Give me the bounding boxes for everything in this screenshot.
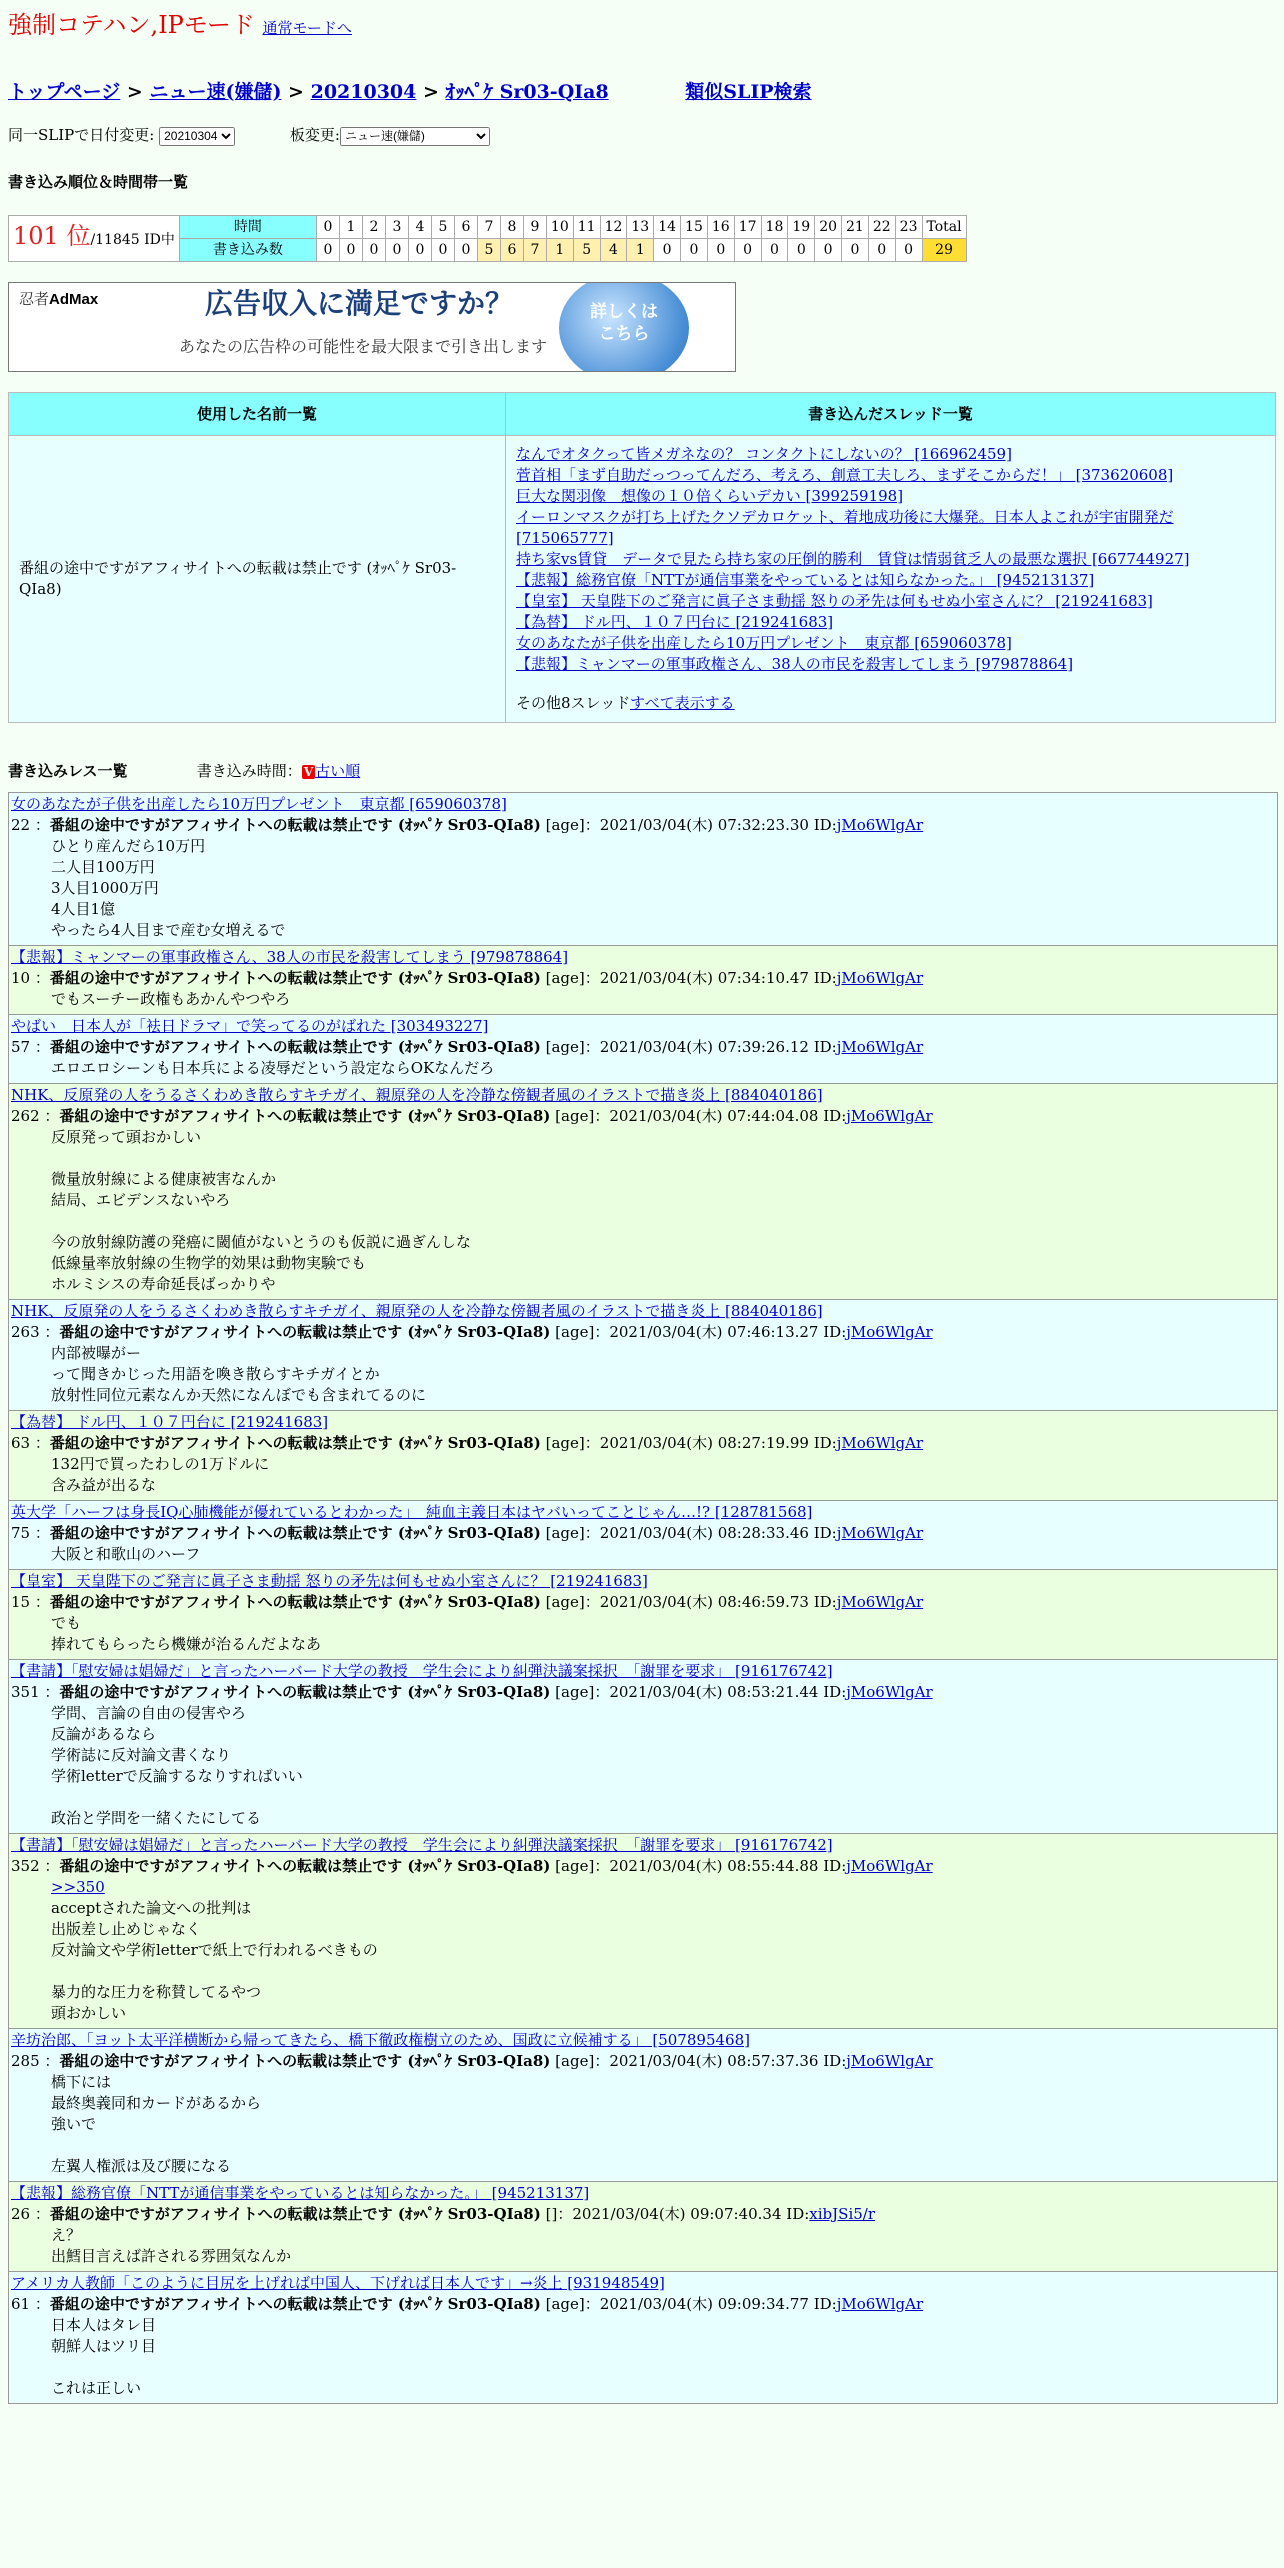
more-threads-prefix: その他8スレッド (516, 694, 630, 712)
post-line (51, 2357, 1275, 2378)
post-id-link[interactable]: jMo6WlgAr (846, 1323, 933, 1341)
thread-link[interactable]: 【悲報】ミャンマーの軍事政権さん、38人の市民を殺害してしまう [979878864] (516, 655, 1074, 673)
post-header: 61 ：番組の途中ですがアフィサイトへの転載は禁止です (ｵｯﾍﾟｹ Sr03-QIa8) [age]：2021/03/04(木) 09:09:34.77 ID:jMo6WlgAr (11, 2295, 924, 2313)
hour-cell: 14 (654, 216, 681, 239)
count-cell: 0 (362, 239, 385, 262)
thread-link[interactable]: 【為替】 ドル円、１０７円台に [219241683] (516, 613, 834, 631)
post-line: って聞きかじった用語を喚き散らすキチガイとか (51, 1365, 380, 1383)
post-author: 番組の途中ですがアフィサイトへの転載は禁止です (ｵｯﾍﾟｹ Sr03-QIa8) (49, 969, 541, 987)
post-author: 番組の途中ですがアフィサイトへの転載は禁止です (ｵｯﾍﾟｹ Sr03-QIa8) (59, 1683, 551, 1701)
post-author: 番組の途中ですがアフィサイトへの転載は禁止です (ｵｯﾍﾟｹ Sr03-QIa8) (49, 1593, 541, 1611)
post-line: 含み益が出るな (51, 1476, 157, 1494)
count-label: 書き込み数 (179, 239, 316, 262)
post-thread-link[interactable]: NHK、反原発の人をうるさくわめき散らすキチガイ、親原発の人を冷静な傍観者風のイラストで描き炎上 [884040186] (11, 1086, 823, 1104)
names-col-header: 使用した名前一覧 (9, 393, 506, 436)
post-line: 4人目1億 (51, 900, 116, 918)
post-number: 263 (11, 1323, 40, 1341)
post-author: 番組の途中ですがアフィサイトへの転載は禁止です (ｵｯﾍﾟｹ Sr03-QIa8) (49, 816, 541, 834)
count-cell: 1 (627, 239, 654, 262)
post-body (51, 1544, 1275, 1565)
count-cell: 0 (431, 239, 454, 262)
post-mail: [age] (545, 1038, 585, 1056)
post-header: 263 ：番組の途中ですがアフィサイトへの転載は禁止です (ｵｯﾍﾟｹ Sr03-QIa8) [age]：2021/03/04(木) 07:46:13.27 ID:jMo6WlgAr (11, 1323, 933, 1341)
thread-link[interactable]: イーロンマスクが打ち上げたクソデカロケット、着地成功後に大爆発。日本人よこれが宇宙開発だ [715065777] (516, 508, 1174, 547)
post-mail: [age] (555, 2052, 595, 2070)
post-item (8, 2271, 1278, 2404)
count-cell: 0 (707, 239, 734, 262)
post-author: 番組の途中ですがアフィサイトへの転載は禁止です (ｵｯﾍﾟｹ Sr03-QIa8) (59, 2052, 551, 2070)
date-select[interactable] (159, 127, 235, 146)
post-thread-link[interactable]: アメリカ人教師「このように目尻を上げれば中国人、下げれば日本人です」→炎上 [931948549] (11, 2274, 665, 2292)
post-id-link[interactable]: jMo6WlgAr (846, 1683, 933, 1701)
count-cell: 0 (868, 239, 895, 262)
post-line: 反論があるなら (51, 1725, 157, 1743)
count-cell: 0 (454, 239, 477, 262)
post-date: 2021/03/04(木) 07:39:26.12 (599, 1038, 809, 1056)
post-line: でもスーチー政権もあかんやつやろ (51, 990, 291, 1008)
count-cell: 0 (761, 239, 788, 262)
count-cell: 0 (339, 239, 362, 262)
post-number: 15 (11, 1593, 31, 1611)
post-line: ひとり産んだら10万円 (51, 837, 206, 855)
post-anchor-line (51, 1877, 1275, 1898)
select-bar (8, 125, 1276, 146)
ad-logo (19, 289, 98, 310)
hour-cell: 17 (734, 216, 761, 239)
post-number: 22 (11, 816, 31, 834)
post-mail: [age] (545, 969, 585, 987)
ad-banner[interactable] (8, 282, 736, 372)
hour-cell: 8 (500, 216, 523, 239)
post-line: 内部被曝がー (51, 1344, 142, 1362)
post-thread-link[interactable]: 【為替】 ドル円、１０７円台に [219241683] (11, 1413, 329, 1431)
similar-slip-search-link[interactable]: 類似SLIP検索 (685, 81, 812, 103)
more-threads (516, 693, 1265, 714)
post-author: 番組の途中ですがアフィサイトへの転載は禁止です (ｵｯﾍﾟｹ Sr03-QIa8) (49, 1524, 541, 1542)
post-number: 10 (11, 969, 31, 987)
post-mail: [age] (545, 1434, 585, 1452)
post-line: でも (51, 1614, 82, 1632)
post-item (8, 1083, 1278, 1300)
post-line: 微量放射線による健康被害なんか (51, 1170, 277, 1188)
rank-table (8, 215, 967, 262)
breadcrumb-board[interactable]: ニュー速(嫌儲) (149, 81, 282, 103)
hour-cell: 20 (815, 216, 842, 239)
post-mail: [age] (545, 1593, 585, 1611)
post-body (51, 1127, 1275, 1295)
thread-link[interactable]: 【悲報】総務官僚「NTTが通信事業をやっているとは知らなかった。」 [945213137] (516, 571, 1095, 589)
hour-cell: 18 (761, 216, 788, 239)
post-line: 政治と学問を一緒くたにしてる (51, 1809, 262, 1827)
rank-position (9, 216, 180, 262)
post-number: 285 (11, 2052, 40, 2070)
hour-cell: 4 (408, 216, 431, 239)
post-line: 低線量率放射線の生物学的効果は動物実験でも (51, 1254, 367, 1272)
breadcrumb-date[interactable]: 20210304 (310, 81, 417, 103)
post-item (8, 1500, 1278, 1570)
post-thread-link[interactable]: 【悲報】ミャンマーの軍事政権さん、38人の市民を殺害してしまう [979878864] (11, 948, 569, 966)
used-name: 番組の途中ですがアフィサイトへの転載は禁止です (ｵｯﾍﾟｹ Sr03-QIa8) (9, 436, 506, 723)
ad-logo-a: 忍者 (19, 291, 50, 308)
post-thread-link[interactable]: 【書請】「慰安婦は娼婦だ」と言ったハーバード大学の教授 学生会により糾弾決議案採択 「謝罪を要求」 [916176742] (11, 1662, 833, 1680)
post-author: 番組の途中ですがアフィサイトへの転載は禁止です (ｵｯﾍﾟｹ Sr03-QIa8) (49, 1434, 541, 1452)
count-cell: 0 (895, 239, 922, 262)
total-count-cell: 29 (922, 239, 966, 262)
post-thread-link[interactable]: 英大学「ハーフは身長IQ心肺機能が優れているとわかった」 純血主義日本はヤバいってことじゃん…!? [128781568] (11, 1503, 813, 1521)
post-line: これは正しい (51, 2379, 142, 2397)
post-id-link[interactable]: jMo6WlgAr (846, 2052, 933, 2070)
hour-cell: 23 (895, 216, 922, 239)
hour-cell: 11 (573, 216, 600, 239)
post-thread-link[interactable]: NHK、反原発の人をうるさくわめき散らすキチガイ、親原発の人を冷静な傍観者風のイラストで描き炎上 [884040186] (11, 1302, 823, 1320)
post-body (51, 1058, 1275, 1079)
count-cell: 0 (316, 239, 339, 262)
ad-details-button[interactable] (559, 282, 689, 372)
hour-cell: 2 (362, 216, 385, 239)
post-body (51, 2315, 1275, 2399)
post-line: エロエロシーンも日本兵による凌辱だという設定ならOKなんだろ (51, 1059, 495, 1077)
breadcrumb-top[interactable]: トップページ (8, 81, 121, 103)
post-body (51, 1877, 1275, 2024)
hour-cell: 1 (339, 216, 362, 239)
thread-link[interactable]: 持ち家vs賃貸 データで見たら持ち家の圧倒的勝利 賃貸は情弱貧乏人の最悪な選択 [667744927] (516, 550, 1190, 568)
thread-link[interactable]: なんでオタクって皆メガネなの？ コンタクトにしないの？ [166962459] (516, 445, 1012, 463)
post-number: 61 (11, 2295, 31, 2313)
post-line: やったら4人目まで産む女増えるで (51, 921, 286, 939)
post-line: 最終奥義同和カードがあるから (51, 2094, 262, 2112)
hour-cell: 16 (707, 216, 734, 239)
post-line: acceptされた論文への批判は (51, 1899, 252, 1917)
post-thread-link[interactable]: 女のあなたが子供を出産したら10万円プレゼント 東京都 [659060378] (11, 795, 507, 813)
post-body (51, 1343, 1275, 1406)
post-date: 2021/03/04(木) 07:44:04.08 (609, 1107, 819, 1125)
post-date: 2021/03/04(木) 07:32:23.30 (599, 816, 809, 834)
post-header: 285 ：番組の途中ですがアフィサイトへの転載は禁止です (ｵｯﾍﾟｹ Sr03-QIa8) [age]：2021/03/04(木) 08:57:37.36 ID:jMo6WlgAr (11, 2052, 933, 2070)
post-list (8, 792, 1278, 2404)
post-body (51, 2072, 1275, 2177)
ad-subline: あなたの広告枠の可能性を最大限まで引き出します (179, 339, 548, 356)
post-line: 橋下には (51, 2073, 112, 2091)
thread-list (506, 436, 1276, 723)
post-mail: [age] (555, 1323, 595, 1341)
post-id-link[interactable]: jMo6WlgAr (836, 1434, 924, 1452)
post-id-link[interactable]: jMo6WlgAr (836, 816, 924, 834)
order-label: 書き込み時間： (196, 762, 302, 780)
rank-heading: 書き込み順位＆時間帯一覧 (8, 173, 189, 191)
ad-logo-b: AdMax (49, 291, 99, 308)
posts-heading (8, 761, 1276, 782)
post-date: 2021/03/04(木) 08:53:21.44 (609, 1683, 819, 1701)
breadcrumb-sep: > (120, 81, 150, 103)
post-id-link[interactable]: jMo6WlgAr (836, 1524, 924, 1542)
count-cell: 0 (385, 239, 408, 262)
post-line: 強いで (51, 2115, 97, 2133)
count-cell: 0 (681, 239, 708, 262)
post-thread-link[interactable]: 辛坊治郎、「ヨット太平洋横断から帰ってきたら、橋下徹政権樹立のため、国政に立候補する」 [507895468] (11, 2031, 750, 2049)
count-cell: 0 (408, 239, 431, 262)
post-line: え？ (51, 2226, 82, 2244)
breadcrumb-sep: > (281, 81, 311, 103)
post-line: 左翼人権派は及び腰になる (51, 2157, 232, 2175)
post-line (51, 1787, 1275, 1808)
post-thread-link[interactable]: 【書請】「慰安婦は娼婦だ」と言ったハーバード大学の教授 学生会により糾弾決議案採択 「謝罪を要求」 [916176742] (11, 1836, 833, 1854)
post-number: 75 (11, 1524, 31, 1542)
thread-link[interactable]: 女のあなたが子供を出産したら10万円プレゼント 東京都 [659060378] (516, 634, 1012, 652)
post-author: 番組の途中ですがアフィサイトへの転載は禁止です (ｵｯﾍﾟｹ Sr03-QIa8) (59, 1323, 551, 1341)
post-item (8, 1014, 1278, 1084)
post-mail: [age] (555, 1107, 595, 1125)
post-anchor-link[interactable]: >>350 (51, 1878, 105, 1896)
post-body (51, 1454, 1275, 1496)
normal-mode-link[interactable]: 通常モードへ (262, 19, 352, 37)
rank-position-value: 101 位 (13, 222, 91, 250)
post-number: 63 (11, 1434, 31, 1452)
hour-cell: 9 (523, 216, 546, 239)
post-header: 351 ：番組の途中ですがアフィサイトへの転載は禁止です (ｵｯﾍﾟｹ Sr03-QIa8) [age]：2021/03/04(木) 08:53:21.44 ID:jMo6WlgAr (11, 1683, 933, 1701)
posts-order (197, 762, 360, 780)
post-header: 10 ：番組の途中ですがアフィサイトへの転載は禁止です (ｵｯﾍﾟｹ Sr03-QIa8) [age]：2021/03/04(木) 07:34:10.47 ID:jMo6WlgAr (11, 969, 924, 987)
hour-cell: Total (922, 216, 966, 239)
posts-title: 書き込みレス一覧 (8, 762, 128, 780)
post-mail: [age] (545, 1524, 585, 1542)
post-number: 262 (11, 1107, 40, 1125)
count-cell: 0 (815, 239, 842, 262)
post-date: 2021/03/04(木) 08:46:59.73 (599, 1593, 809, 1611)
post-line: 大阪と和歌山のハーフ (51, 1545, 201, 1563)
thread-link[interactable]: 巨大な関羽像 想像の１０倍くらいデカい [399259198] (516, 487, 904, 505)
count-cell: 5 (477, 239, 500, 262)
post-item (8, 1410, 1278, 1501)
show-all-threads-link[interactable]: すべて表示する (629, 694, 735, 712)
count-cell: 4 (600, 239, 627, 262)
post-line: 学問、言論の自由の侵害やろ (51, 1704, 247, 1722)
hour-cell: 7 (477, 216, 500, 239)
post-header: 22 ：番組の途中ですがアフィサイトへの転載は禁止です (ｵｯﾍﾟｹ Sr03-QIa8) [age]：2021/03/04(木) 07:32:23.30 ID:jMo6WlgAr (11, 816, 924, 834)
ad-details-label: 詳しくは こちら (590, 302, 658, 343)
post-line: 3人目1000万円 (51, 879, 159, 897)
post-header: 15 ：番組の途中ですがアフィサイトへの転載は禁止です (ｵｯﾍﾟｹ Sr03-QIa8) [age]：2021/03/04(木) 08:46:59.73 ID:jMo6WlgAr (11, 1593, 924, 1611)
hour-cell: 3 (385, 216, 408, 239)
post-mail: [age] (555, 1683, 595, 1701)
post-line: 132円で買ったわしの1万ドルに (51, 1455, 270, 1473)
time-label: 時間 (179, 216, 316, 239)
post-line: 結局、エビデンスないやろ (51, 1191, 231, 1209)
post-date: 2021/03/04(木) 07:46:13.27 (609, 1323, 819, 1341)
post-item (8, 1659, 1278, 1834)
post-id-link[interactable]: jMo6WlgAr (836, 1593, 924, 1611)
post-id-link[interactable]: jMo6WlgAr (836, 1038, 924, 1056)
post-date: 2021/03/04(木) 08:28:33.46 (599, 1524, 809, 1542)
post-body (51, 2225, 1275, 2267)
post-line: 捧れてもらったら機嫌が治るんだよなあ (51, 1635, 322, 1653)
post-line: ホルミシスの寿命延長ばっかりや (51, 1275, 276, 1293)
post-thread-link[interactable]: やばい 日本人が「袪日ドラマ」で笑ってるのがばれた [303493227] (11, 1017, 489, 1035)
post-header: 75 ：番組の途中ですがアフィサイトへの転載は禁止です (ｵｯﾍﾟｹ Sr03-QIa8) [age]：2021/03/04(木) 08:28:33.46 ID:jMo6WlgAr (11, 1524, 924, 1542)
post-author: 番組の途中ですがアフィサイトへの転載は禁止です (ｵｯﾍﾟｹ Sr03-QIa8) (49, 2205, 541, 2223)
post-author: 番組の途中ですがアフィサイトへの転載は禁止です (ｵｯﾍﾟｹ Sr03-QIa8) (49, 1038, 541, 1056)
post-line (51, 1961, 1275, 1982)
post-body (51, 1613, 1275, 1655)
post-line: 日本人はタレ目 (51, 2316, 157, 2334)
post-line: 反対論文や学術letterで紙上で行われるべきもの (51, 1941, 378, 1959)
post-author: 番組の途中ですがアフィサイトへの転載は禁止です (ｵｯﾍﾟｹ Sr03-QIa8) (49, 2295, 541, 2313)
post-line: 二人目100万円 (51, 858, 155, 876)
post-item (8, 945, 1278, 1015)
board-change-label: 板変更: (289, 126, 340, 144)
thread-link[interactable]: 【皇室】 天皇陛下のご発言に眞子さま動揺 怒りの矛先は何もせぬ小室さんに？ [219241683] (516, 592, 1153, 610)
hour-cell: 10 (546, 216, 573, 239)
breadcrumb-sep: > (416, 81, 446, 103)
post-id-link[interactable]: xibJSi5/r (809, 2205, 876, 2223)
hour-cell: 22 (868, 216, 895, 239)
board-select[interactable] (340, 127, 490, 146)
post-item (8, 1833, 1278, 2029)
post-line: 学術letterで反論するなりすればいい (51, 1767, 303, 1785)
hour-cell: 21 (842, 216, 869, 239)
post-date: 2021/03/04(木) 08:27:19.99 (599, 1434, 809, 1452)
count-cell: 0 (788, 239, 815, 262)
post-mail: [age] (545, 2295, 585, 2313)
post-header: 262 ：番組の途中ですがアフィサイトへの転載は禁止です (ｵｯﾍﾟｹ Sr03-QIa8) [age]：2021/03/04(木) 07:44:04.08 ID:jMo6WlgAr (11, 1107, 933, 1125)
post-date: 2021/03/04(木) 09:09:34.77 (599, 2295, 809, 2313)
post-line: 学術誌に反対論文書くなり (51, 1746, 232, 1764)
post-line: 放射性同位元素なんか天然になんぼでも含まれてるのに (51, 1386, 427, 1404)
post-mail: [age] (545, 816, 585, 834)
hour-cell: 15 (681, 216, 708, 239)
post-header: 57 ：番組の途中ですがアフィサイトへの転載は禁止です (ｵｯﾍﾟｹ Sr03-QIa8) [age]：2021/03/04(木) 07:39:26.12 ID:jMo6WlgAr (11, 1038, 924, 1056)
post-item (8, 1569, 1278, 1660)
post-line: 反原発って頭おかしい (51, 1128, 202, 1146)
post-number: 352 (11, 1857, 40, 1875)
post-line: 出鱈目言えば許される雰囲気なんか (51, 2247, 292, 2265)
count-cell: 5 (573, 239, 600, 262)
post-id-link[interactable]: jMo6WlgAr (846, 1107, 933, 1125)
post-line: 今の放射線防護の発癌に閾値がないとうのも仮説に過ぎんしな (51, 1233, 472, 1251)
hour-cell: 0 (316, 216, 339, 239)
thread-link[interactable]: 菅首相「まず自助だっつってんだろ、考えろ、創意工夫しろ、まずそこからだ！」 [373620608] (516, 466, 1174, 484)
post-header: 352 ：番組の途中ですがアフィサイトへの転載は禁止です (ｵｯﾍﾟｹ Sr03-QIa8) [age]：2021/03/04(木) 08:55:44.88 ID:jMo6WlgAr (11, 1857, 933, 1875)
count-cell: 0 (842, 239, 869, 262)
count-cell: 6 (500, 239, 523, 262)
post-author: 番組の途中ですがアフィサイトへの転載は禁止です (ｵｯﾍﾟｹ Sr03-QIa8) (59, 1857, 551, 1875)
post-item (8, 1299, 1278, 1411)
breadcrumb (8, 79, 1276, 105)
hour-cell: 6 (454, 216, 477, 239)
post-line: 朝鮮人はツリ目 (51, 2337, 157, 2355)
count-cell: 0 (654, 239, 681, 262)
post-mail: [age] (555, 1857, 595, 1875)
threads-col-header: 書き込んだスレッド一覧 (506, 393, 1276, 436)
hour-cell: 19 (788, 216, 815, 239)
post-item (8, 2028, 1278, 2182)
hour-cell: 13 (627, 216, 654, 239)
date-change-label: 同一SLIPで日付変更: (8, 126, 155, 144)
rank-total-ids: /11845 ID中 (90, 232, 175, 248)
post-line: 頭おかしい (51, 2004, 127, 2022)
post-line (51, 2135, 1275, 2156)
post-line: 出版差し止めじゃなく (51, 1920, 202, 1938)
post-body (51, 836, 1275, 941)
sort-icon: V (303, 765, 314, 779)
post-number: 57 (11, 1038, 31, 1056)
post-author: 番組の途中ですがアフィサイトへの転載は禁止です (ｵｯﾍﾟｹ Sr03-QIa8) (59, 1107, 551, 1125)
post-item (8, 2181, 1278, 2272)
mode-title (8, 8, 1276, 45)
post-id-link[interactable]: jMo6WlgAr (836, 969, 924, 987)
post-line (51, 1211, 1275, 1232)
post-id-link[interactable]: jMo6WlgAr (846, 1857, 933, 1875)
post-line (51, 1148, 1275, 1169)
post-header: 63 ：番組の途中ですがアフィサイトへの転載は禁止です (ｵｯﾍﾟｹ Sr03-QIa8) [age]：2021/03/04(木) 08:27:19.99 ID:jMo6WlgAr (11, 1434, 924, 1452)
post-date: 2021/03/04(木) 09:07:40.34 (572, 2205, 782, 2223)
post-thread-link[interactable]: 【皇室】 天皇陛下のご発言に眞子さま動揺 怒りの矛先は何もせぬ小室さんに？ [219241683] (11, 1572, 648, 1590)
post-line: 暴力的な圧力を称賛してるやつ (51, 1983, 262, 2001)
hour-cell: 5 (431, 216, 454, 239)
count-cell: 1 (546, 239, 573, 262)
post-date: 2021/03/04(木) 08:55:44.88 (609, 1857, 819, 1875)
breadcrumb-slip[interactable]: ｵｯﾍﾟｹ Sr03-QIa8 (445, 81, 609, 103)
post-body (51, 989, 1275, 1010)
post-mail: [] (545, 2205, 558, 2223)
post-number: 26 (11, 2205, 31, 2223)
count-cell: 0 (734, 239, 761, 262)
ad-headline: 広告収入に満足ですか？ (205, 288, 514, 319)
post-number: 351 (11, 1683, 40, 1701)
post-date: 2021/03/04(木) 07:34:10.47 (599, 969, 809, 987)
names-threads-table (8, 392, 1276, 723)
count-cell: 7 (523, 239, 546, 262)
post-date: 2021/03/04(木) 08:57:37.36 (609, 2052, 819, 2070)
post-id-link[interactable]: jMo6WlgAr (836, 2295, 924, 2313)
post-thread-link[interactable]: 【悲報】総務官僚「NTTが通信事業をやっているとは知らなかった。」 [945213137] (11, 2184, 590, 2202)
hour-cell: 12 (600, 216, 627, 239)
post-header: 26 ：番組の途中ですがアフィサイトへの転載は禁止です (ｵｯﾍﾟｹ Sr03-QIa8) []：2021/03/04(木) 09:07:40.34 ID:xibJSi5/r (11, 2205, 876, 2223)
post-body (51, 1703, 1275, 1829)
sort-oldest-link[interactable]: 古い順 (315, 762, 361, 780)
mode-title-text: 強制コテハン,IPモード (8, 11, 255, 39)
post-item (8, 792, 1278, 946)
